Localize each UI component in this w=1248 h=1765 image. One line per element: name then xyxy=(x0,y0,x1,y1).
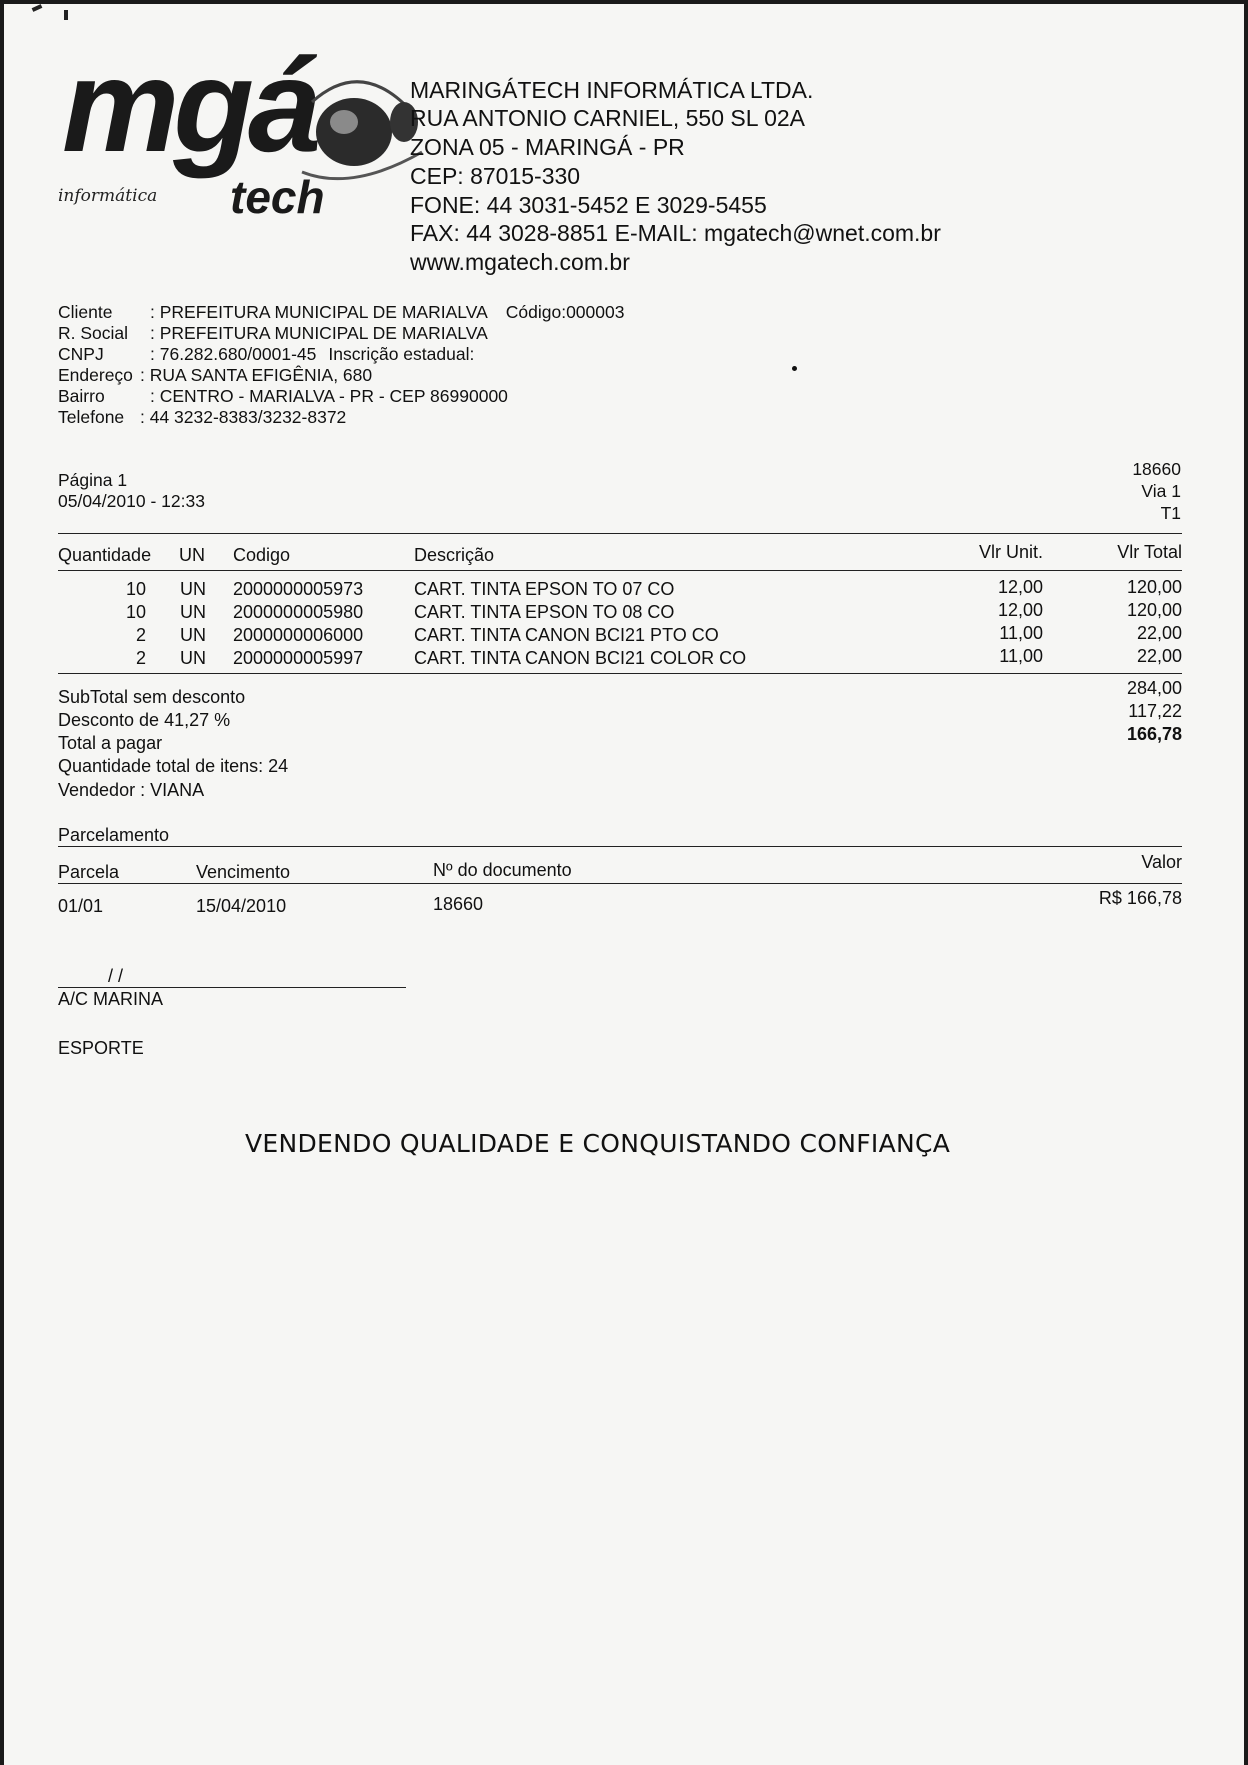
company-cep: CEP: 87015-330 xyxy=(410,163,581,189)
telefone-row xyxy=(58,407,346,428)
installment-document: 18660 xyxy=(433,894,484,914)
subtotal-label: SubTotal sem desconto xyxy=(58,687,246,707)
items-top-rule xyxy=(58,533,1182,534)
receipt-page xyxy=(4,4,1244,1765)
telefone-label: Telefone xyxy=(58,407,125,427)
subtotal-value: 284,00 xyxy=(1126,678,1182,698)
rsocial-label: R. Social xyxy=(58,323,129,343)
client-label: Cliente xyxy=(58,302,113,322)
col-vlr-total: Vlr Total xyxy=(1117,542,1182,562)
col-descricao: Descrição xyxy=(414,545,495,565)
item-code: 2000000005997 xyxy=(233,648,364,668)
endereco-row xyxy=(58,365,372,386)
discount-value: 117,22 xyxy=(1128,701,1182,721)
item-qty: 2 xyxy=(135,648,146,668)
via-label: Via 1 xyxy=(1141,481,1181,501)
total-label: Total a pagar xyxy=(58,733,163,753)
logo-script-text: informática xyxy=(58,186,158,206)
endereco-value: : RUA SANTA EFIGÊNIA, 680 xyxy=(140,365,373,385)
company-logo xyxy=(58,32,422,229)
item-unit: 12,00 xyxy=(997,600,1043,620)
item-total: 120,00 xyxy=(1126,577,1182,597)
seller: Vendedor : VIANA xyxy=(58,780,205,800)
col-parcela: Parcela xyxy=(58,862,120,882)
client-code: Código:000003 xyxy=(505,302,625,322)
item-code: 2000000005980 xyxy=(233,602,364,622)
terminal-label: T1 xyxy=(1160,503,1181,523)
item-total: 22,00 xyxy=(1136,646,1182,666)
slogan: VENDENDO QUALIDADE E CONQUISTANDO CONFIANÇA xyxy=(245,1129,951,1158)
company-phone: FONE: 44 3031-5452 E 3029-5455 xyxy=(410,192,767,218)
document-number: 18660 xyxy=(1132,459,1181,479)
client-row xyxy=(58,302,624,323)
page-number: Página 1 xyxy=(58,470,128,490)
company-website: www.mgatech.com.br xyxy=(410,249,630,275)
scan-mark xyxy=(64,10,68,20)
scan-mark xyxy=(32,4,43,12)
logo-tech-text: tech xyxy=(230,171,325,223)
installments-header-rule xyxy=(58,883,1182,884)
signature-attn: A/C MARINA xyxy=(58,989,164,1009)
installments-title: Parcelamento xyxy=(58,825,170,845)
cnpj-value: : 76.282.680/0001-45 xyxy=(150,344,317,364)
items-header-rule xyxy=(58,570,1182,571)
company-address: RUA ANTONIO CARNIEL, 550 SL 02A xyxy=(410,105,805,131)
col-documento: Nº do documento xyxy=(433,860,572,880)
item-code: 2000000005973 xyxy=(233,579,364,599)
logo-wordmark: mgá xyxy=(62,32,316,179)
cnpj-row xyxy=(58,344,474,365)
bairro-row xyxy=(58,386,508,407)
bairro-value: : CENTRO - MARIALVA - PR - CEP 86990000 xyxy=(150,386,508,406)
item-desc: CART. TINTA CANON BCI21 COLOR CO xyxy=(414,648,747,668)
rsocial-value: : PREFEITURA MUNICIPAL DE MARIALVA xyxy=(150,323,488,343)
item-qty: 2 xyxy=(135,625,146,645)
total-items-count: Quantidade total de itens: 24 xyxy=(58,756,289,776)
client-value: : PREFEITURA MUNICIPAL DE MARIALVA xyxy=(150,302,488,322)
item-code: 2000000006000 xyxy=(233,625,364,645)
cnpj-label: CNPJ xyxy=(58,344,104,364)
col-vencimento: Vencimento xyxy=(196,862,291,882)
telefone-value: : 44 3232-8383/3232-8372 xyxy=(140,407,347,427)
item-desc: CART. TINTA CANON BCI21 PTO CO xyxy=(414,625,719,645)
installment-value: R$ 166,78 xyxy=(1098,888,1182,908)
item-desc: CART. TINTA EPSON TO 08 CO xyxy=(414,602,675,622)
bairro-label: Bairro xyxy=(58,386,105,406)
signature-date-slashes: / / xyxy=(108,966,124,986)
item-unit: 11,00 xyxy=(999,646,1043,666)
item-total: 22,00 xyxy=(1136,623,1182,643)
company-zone: ZONA 05 - MARINGÁ - PR xyxy=(410,134,685,160)
items-bottom-rule xyxy=(58,673,1182,674)
item-unit: 11,00 xyxy=(999,623,1043,643)
company-fax-email: FAX: 44 3028-8851 E-MAIL: mgatech@wnet.com.br xyxy=(410,220,941,246)
item-qty: 10 xyxy=(125,602,146,622)
endereco-label: Endereço xyxy=(58,365,133,385)
signature-line xyxy=(58,987,406,988)
item-desc: CART. TINTA EPSON TO 07 CO xyxy=(414,579,675,599)
item-unit: 12,00 xyxy=(997,577,1043,597)
item-total: 120,00 xyxy=(1126,600,1182,620)
note-text: ESPORTE xyxy=(58,1038,144,1058)
col-quantidade: Quantidade xyxy=(58,545,152,565)
issue-datetime: 05/04/2010 - 12:33 xyxy=(58,491,205,511)
discount-label: Desconto de 41,27 % xyxy=(58,710,231,730)
item-un: UN xyxy=(180,579,206,599)
rsocial-row xyxy=(58,323,488,344)
inscricao-label: Inscrição estadual: xyxy=(328,344,475,364)
installment-number: 01/01 xyxy=(58,896,104,916)
item-un: UN xyxy=(180,625,206,645)
company-name: MARINGÁTECH INFORMÁTICA LTDA. xyxy=(410,77,814,103)
total-value: 166,78 xyxy=(1126,724,1182,744)
col-vlr-unit: Vlr Unit. xyxy=(978,542,1043,562)
item-un: UN xyxy=(180,602,206,622)
stray-dot xyxy=(792,366,797,371)
item-qty: 10 xyxy=(125,579,146,599)
installments-top-rule xyxy=(58,846,1182,847)
col-un: UN xyxy=(179,545,205,565)
installment-due-date: 15/04/2010 xyxy=(196,896,287,916)
col-valor: Valor xyxy=(1141,852,1182,872)
item-un: UN xyxy=(180,648,206,668)
col-codigo: Codigo xyxy=(233,545,291,565)
